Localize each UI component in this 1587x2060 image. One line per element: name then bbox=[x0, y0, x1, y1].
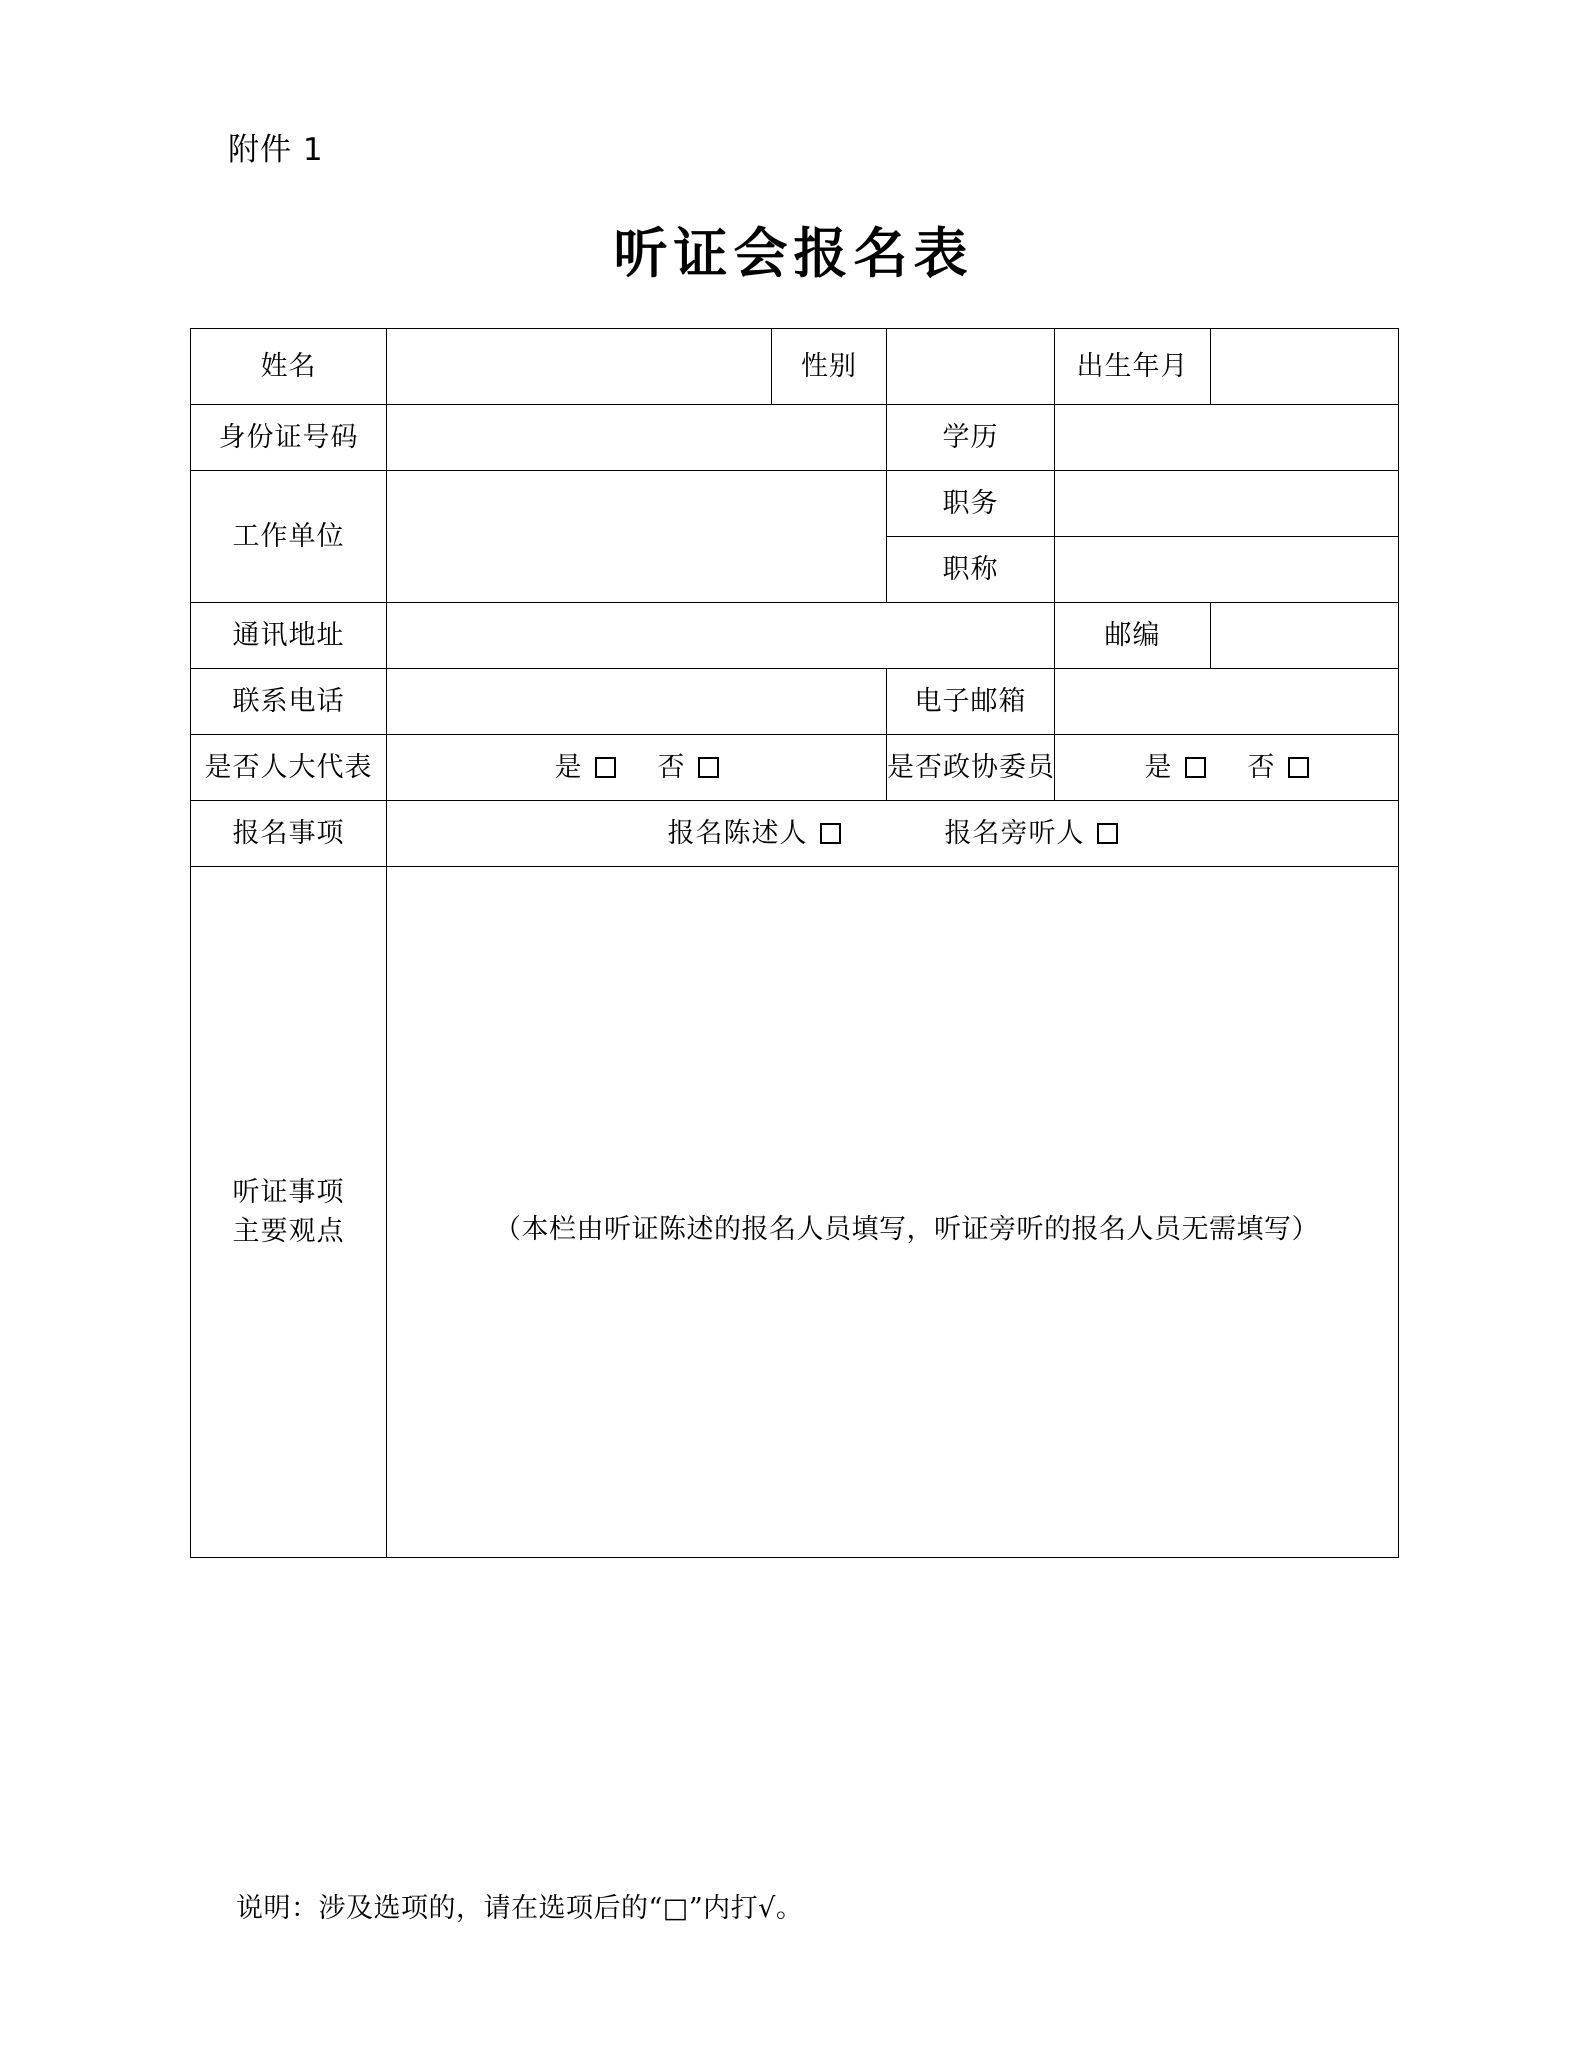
opinion-label-line-1: 听证事项 bbox=[232, 1176, 345, 1208]
table-row-opinion bbox=[191, 867, 1399, 1558]
npc-deputy-no-option[interactable] bbox=[658, 748, 719, 787]
signup-item-options bbox=[387, 801, 1399, 867]
table-row-address-postcode bbox=[191, 603, 1399, 669]
npc-deputy-yes-option[interactable] bbox=[555, 748, 616, 787]
cppcc-member-no-label: 否 bbox=[1247, 751, 1276, 783]
cppcc-member-no-checkbox[interactable] bbox=[1288, 757, 1309, 778]
signup-observer-option[interactable] bbox=[945, 814, 1118, 853]
opinion-label-line-2: 主要观点 bbox=[232, 1216, 345, 1247]
opinion-instruction-note: （本栏由听证陈述的报名人员填写，听证旁听的报名人员无需填写） bbox=[494, 1214, 1319, 1246]
table-row-phone-email bbox=[191, 669, 1399, 735]
email-field[interactable] bbox=[1055, 669, 1399, 735]
job-title-label: 职称 bbox=[887, 537, 1055, 603]
position-field[interactable] bbox=[1055, 471, 1399, 537]
attachment-label: 附件 1 bbox=[228, 132, 324, 168]
footer-instruction-note: 说明：涉及选项的，请在选项后的“□”内打√。 bbox=[236, 1893, 804, 1924]
postcode-label: 邮编 bbox=[1055, 603, 1211, 669]
table-row-deputy-member bbox=[191, 735, 1399, 801]
birth-date-label: 出生年月 bbox=[1055, 329, 1211, 405]
cppcc-member-yes-label: 是 bbox=[1144, 751, 1173, 783]
table-row-basic-info bbox=[191, 329, 1399, 405]
table-row-id-education bbox=[191, 405, 1399, 471]
npc-deputy-yes-checkbox[interactable] bbox=[595, 757, 616, 778]
table-row-workunit-position bbox=[191, 471, 1399, 537]
id-number-field[interactable] bbox=[387, 405, 887, 471]
birth-date-field[interactable] bbox=[1211, 329, 1399, 405]
opinion-textarea[interactable] bbox=[387, 867, 1399, 1558]
cppcc-member-options bbox=[1055, 735, 1399, 801]
phone-label: 联系电话 bbox=[191, 669, 387, 735]
name-label: 姓名 bbox=[191, 329, 387, 405]
id-number-label: 身份证号码 bbox=[191, 405, 387, 471]
signup-presenter-option[interactable] bbox=[668, 814, 841, 853]
signup-presenter-label: 报名陈述人 bbox=[667, 817, 808, 849]
npc-deputy-options bbox=[387, 735, 887, 801]
cppcc-member-no-option[interactable] bbox=[1248, 748, 1309, 787]
npc-deputy-no-label: 否 bbox=[657, 751, 686, 783]
signup-presenter-checkbox[interactable] bbox=[820, 823, 841, 844]
job-title-field[interactable] bbox=[1055, 537, 1399, 603]
gender-label: 性别 bbox=[772, 329, 887, 405]
npc-deputy-yes-label: 是 bbox=[554, 751, 583, 783]
postcode-field[interactable] bbox=[1211, 603, 1399, 669]
opinion-label bbox=[191, 867, 387, 1558]
position-label: 职务 bbox=[887, 471, 1055, 537]
name-field[interactable] bbox=[387, 329, 772, 405]
registration-form-table bbox=[190, 328, 1399, 1558]
signup-item-label: 报名事项 bbox=[191, 801, 387, 867]
address-label: 通讯地址 bbox=[191, 603, 387, 669]
email-label: 电子邮箱 bbox=[887, 669, 1055, 735]
signup-observer-label: 报名旁听人 bbox=[944, 817, 1085, 849]
education-label: 学历 bbox=[887, 405, 1055, 471]
cppcc-member-label: 是否政协委员 bbox=[887, 735, 1055, 801]
education-field[interactable] bbox=[1055, 405, 1399, 471]
npc-deputy-no-checkbox[interactable] bbox=[698, 757, 719, 778]
cppcc-member-yes-option[interactable] bbox=[1145, 748, 1206, 787]
work-unit-field[interactable] bbox=[387, 471, 887, 603]
cppcc-member-yes-checkbox[interactable] bbox=[1185, 757, 1206, 778]
work-unit-label: 工作单位 bbox=[191, 471, 387, 603]
npc-deputy-label: 是否人大代表 bbox=[191, 735, 387, 801]
phone-field[interactable] bbox=[387, 669, 887, 735]
address-field[interactable] bbox=[387, 603, 1055, 669]
signup-observer-checkbox[interactable] bbox=[1097, 823, 1118, 844]
gender-field[interactable] bbox=[887, 329, 1055, 405]
table-row-signup-item bbox=[191, 801, 1399, 867]
page-title: 听证会报名表 bbox=[613, 221, 974, 285]
